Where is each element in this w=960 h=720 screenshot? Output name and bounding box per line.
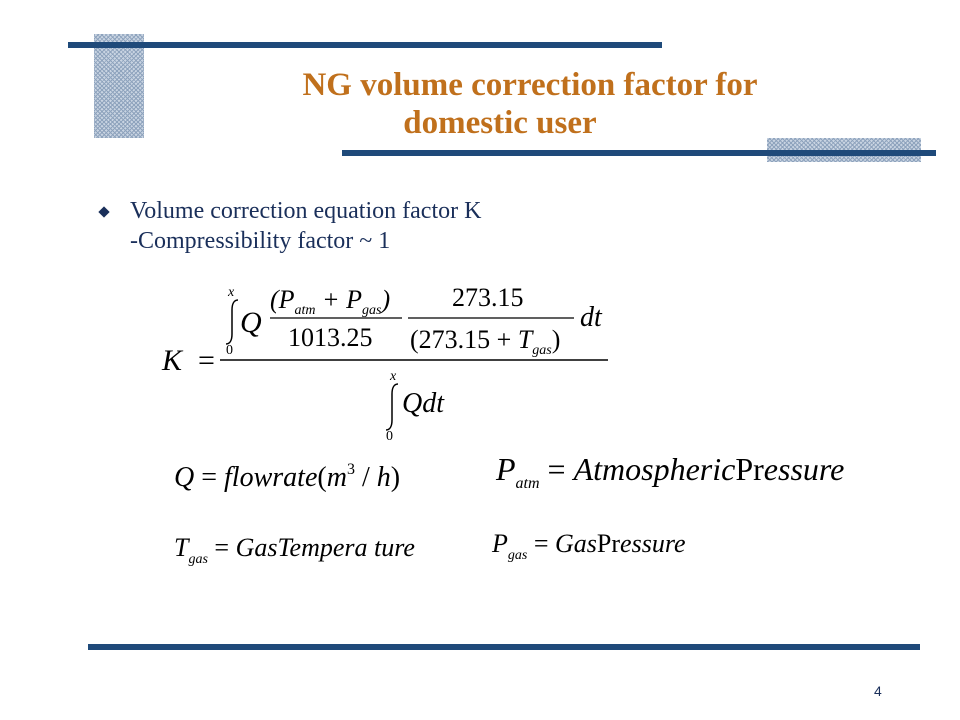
bullet-line-1: Volume correction equation factor K — [130, 198, 482, 224]
def-p-gas: $P_{gas}$ = GasPressure — [492, 529, 686, 563]
eq-k: K — [162, 344, 183, 377]
eq-num-273: 273.15 — [452, 283, 524, 312]
eq-num-denominator: $(273.15 + T_{gas})$ — [410, 325, 561, 358]
eq-num-upper-limit: x — [228, 285, 235, 300]
decor-bar-bottom — [88, 644, 920, 650]
eq-num-lower-limit: 0 — [226, 343, 233, 358]
bullet-text — [130, 196, 481, 256]
eq-equals: = — [198, 344, 215, 377]
def-t-gas: $T_{gas}$ = GasTempera ture — [174, 533, 415, 567]
def-q: $Q = flowrate(m^3 / h)$ — [174, 461, 401, 493]
decor-bar-mid — [342, 150, 936, 156]
title-line-1: NG volume correction factor for — [302, 67, 758, 103]
bullet-line-2: -Compressibility factor ~ 1 — [130, 228, 391, 254]
decor-bar-top — [68, 42, 662, 48]
bullet-diamond-icon — [98, 206, 109, 217]
eq-num-dt: dt — [580, 302, 602, 333]
eq-den-lower-limit: 0 — [386, 429, 393, 444]
eq-num-integral-icon — [226, 300, 238, 344]
definitions-block — [170, 448, 910, 568]
title-line-2: domestic user — [403, 105, 597, 141]
eq-den-integrand: Qdt — [402, 388, 444, 419]
k-equation — [140, 278, 620, 448]
page-number: 4 — [874, 683, 882, 699]
eq-num-pressure: $(P_{atm} + P_{gas})$ — [270, 285, 391, 318]
def-p-atm: $P_{atm}$ = AtmosphericPressure — [496, 451, 845, 492]
eq-num-q: Q — [240, 306, 262, 339]
eq-num-1013: 1013.25 — [288, 323, 373, 352]
slide-title — [170, 66, 890, 142]
eq-den-integral-icon — [386, 384, 398, 430]
eq-den-upper-limit: x — [390, 369, 397, 384]
